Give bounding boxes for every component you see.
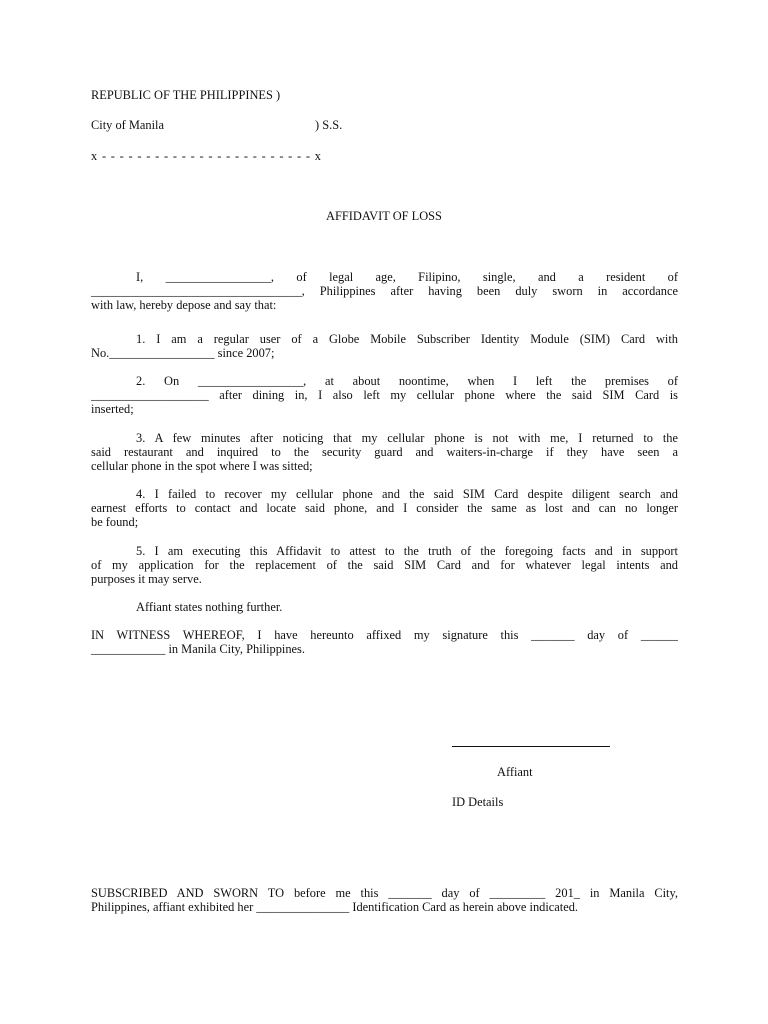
para5-line-3: purposes it may serve. bbox=[91, 572, 202, 586]
para5-line-1: 5. I am executing this Affidavit to attest to the truth of the foregoing facts and in support bbox=[136, 544, 678, 558]
para5-line-2: of my application for the replacement of the said SIM Card and for whatever legal intents and bbox=[91, 558, 678, 572]
witness-paragraph bbox=[91, 628, 678, 656]
paragraph-4 bbox=[91, 487, 678, 529]
paragraph-5 bbox=[91, 544, 678, 586]
para3-line-2: said restaurant and inquired to the security guard and waiters-in-charge if they have seen a bbox=[91, 445, 678, 459]
nothing-further-statement: Affiant states nothing further. bbox=[136, 600, 283, 614]
para4-line-1: 4. I failed to recover my cellular phone and the said SIM Card despite diligent search and bbox=[136, 487, 678, 501]
intro-paragraph bbox=[91, 270, 678, 312]
affiant-label: Affiant bbox=[497, 765, 533, 779]
intro-line-1: I, _________________, of legal age, Filipino, single, and a resident of bbox=[136, 270, 678, 284]
witness-line-2: ____________ in Manila City, Philippines. bbox=[91, 642, 305, 656]
intro-line-2: __________________________________, Philippines after having been duly sworn in accordance bbox=[91, 284, 678, 298]
id-details-label: ID Details bbox=[452, 795, 504, 809]
para2-line-3: inserted; bbox=[91, 402, 134, 416]
intro-line-3: with law, hereby depose and say that: bbox=[91, 298, 277, 312]
para4-line-3: be found; bbox=[91, 515, 139, 529]
jurat-paragraph bbox=[91, 886, 678, 914]
city-label: City of Manila bbox=[91, 118, 164, 132]
para3-line-1: 3. A few minutes after noticing that my cellular phone is not with me, I returned to the bbox=[136, 431, 678, 445]
republic-heading: REPUBLIC OF THE PHILIPPINES ) bbox=[91, 88, 281, 102]
para3-line-3: cellular phone in the spot where I was sitted; bbox=[91, 459, 313, 473]
jurat-line-1: SUBSCRIBED AND SWORN TO before me this _______ day of _________ 201_ in Manila City, bbox=[91, 886, 678, 900]
ss-label: ) S.S. bbox=[315, 118, 343, 132]
witness-line-1: IN WITNESS WHEREOF, I have hereunto affixed my signature this _______ day of ______ bbox=[91, 628, 678, 642]
para2-line-2: ___________________ after dining in, I also left my cellular phone where the said SIM Card is bbox=[91, 388, 678, 402]
jurat-line-2: Philippines, affiant exhibited her _______________ Identification Card as herein above indicated. bbox=[91, 900, 579, 914]
document-title: AFFIDAVIT OF LOSS bbox=[326, 209, 442, 223]
separator-line: x - - - - - - - - - - - - - - - - - - - - - - - - x bbox=[91, 149, 321, 163]
paragraph-3 bbox=[91, 431, 678, 473]
paragraph-2 bbox=[91, 374, 678, 416]
para1-line-1: 1. I am a regular user of a Globe Mobile Subscriber Identity Module (SIM) Card with bbox=[136, 332, 678, 346]
paragraph-1 bbox=[91, 332, 678, 360]
para4-line-2: earnest efforts to contact and locate said phone, and I consider the same as lost and can no longer bbox=[91, 501, 678, 515]
signature-line bbox=[452, 746, 610, 747]
para2-line-1: 2. On _________________, at about noontime, when I left the premises of bbox=[136, 374, 678, 388]
para1-line-2: No._________________ since 2007; bbox=[91, 346, 275, 360]
